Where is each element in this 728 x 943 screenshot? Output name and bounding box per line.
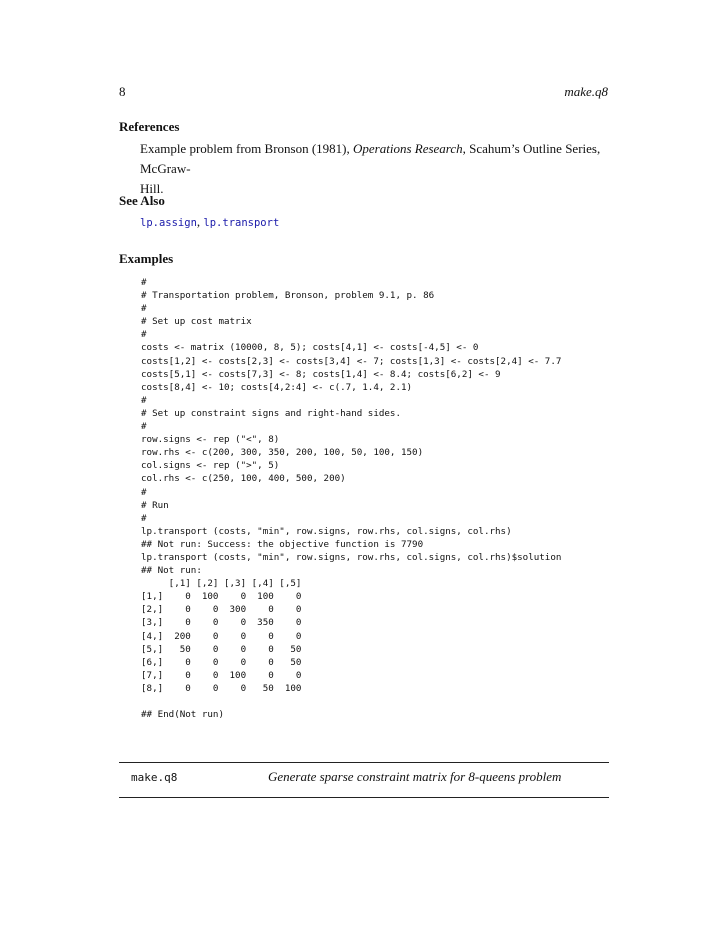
code-line: lp.transport (costs, "min", row.signs, row.rhs, col.signs, col.rhs) [141,525,512,537]
code-line: [1,] 0 100 0 100 0 [141,591,302,603]
footer-top-rule [119,762,609,763]
code-line: # Set up constraint signs and right-hand sides. [141,407,401,419]
code-line: [2,] 0 0 300 0 0 [141,604,302,616]
code-line: costs <- matrix (10000, 8, 5); costs[4,1] <- costs[-4,5] <- 0 [141,342,479,354]
code-line: [7,] 0 0 100 0 0 [141,669,302,681]
references-text-start: Example problem from Bronson (1981), [140,141,354,156]
running-title: make.q8 [564,84,608,99]
code-line: [4,] 200 0 0 0 0 [141,630,302,642]
code-line: # [141,394,147,406]
link-lp-transport[interactable]: lp.transport [203,217,280,229]
references-text-end: Hill. [140,181,164,196]
footer-function-name: make.q8 [131,771,178,784]
page-number: 8 [119,84,126,99]
link-lp-assign[interactable]: lp.assign [140,217,197,229]
code-line: # [141,421,147,433]
code-line: ## Not run: [141,565,202,577]
footer-description: Generate sparse constraint matrix for 8-queens problem [268,769,562,784]
references-book-title: Operations Research [353,141,463,156]
code-line: costs[1,2] <- costs[2,3] <- costs[3,4] <- 7; costs[1,3] <- costs[2,4] <- 7.7 [141,355,562,367]
code-line: # [141,486,147,498]
code-line: [,1] [,2] [,3] [,4] [,5] [141,578,302,590]
see-also-heading: See Also [119,193,165,208]
code-line: [3,] 0 0 0 350 0 [141,617,302,629]
code-line: row.signs <- rep ("<", 8) [141,434,280,446]
references-text [140,139,610,199]
code-line: row.rhs <- c(200, 300, 350, 200, 100, 50, 100, 150) [141,447,424,459]
examples-heading: Examples [119,251,174,266]
references-text-cont: , Scahum’s Outline Series, McGraw- [140,141,601,176]
code-line: ## End(Not run) [141,709,224,721]
code-line: [6,] 0 0 0 0 50 [141,656,302,668]
see-also-separator: , [196,214,204,229]
code-line: ## Not run: Success: the objective function is 7790 [141,538,424,550]
footer-bottom-rule [119,797,609,798]
examples-code-block [141,276,561,721]
code-line: # Run [141,499,169,511]
code-line: col.rhs <- c(250, 100, 400, 500, 200) [141,473,346,485]
code-line: [5,] 50 0 0 0 50 [141,643,302,655]
code-line: costs[8,4] <- 10; costs[4,2:4] <- c(.7, 1.4, 2.1) [141,381,413,393]
code-line: # [141,277,147,288]
see-also-links [140,214,279,230]
code-line: lp.transport (costs, "min", row.signs, row.rhs, col.signs, col.rhs)$solution [141,551,562,563]
code-line: [8,] 0 0 0 50 100 [141,682,302,694]
code-line: col.signs <- rep (">", 5) [141,460,280,472]
code-line: # Transportation problem, Bronson, problem 9.1, p. 86 [141,290,435,302]
code-line: # Set up cost matrix [141,316,252,328]
references-heading: References [119,119,180,134]
code-line: # [141,303,147,315]
code-line: # [141,329,147,341]
code-line: costs[5,1] <- costs[7,3] <- 8; costs[1,4] <- 8.4; costs[6,2] <- 9 [141,368,501,380]
code-line: # [141,512,147,524]
